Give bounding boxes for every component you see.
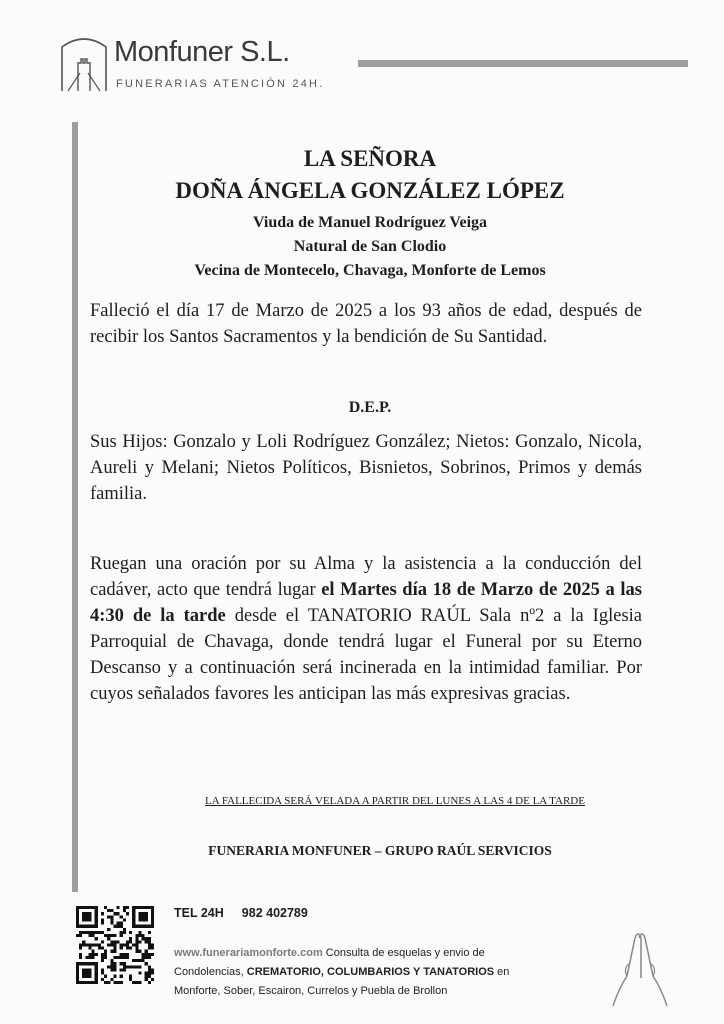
telephone: [174, 906, 308, 920]
footer-line-2-end: en: [494, 966, 510, 978]
dep-label: D.E.P.: [348, 399, 392, 416]
wake-notice: LA FALLECIDA SERÁ VELADA A PARTIR DEL LUNES A LAS 4 DE LA TARDE: [205, 795, 585, 807]
footer-company: FUNERARIA MONFUNER – GRUPO RAÚL SERVICIOS: [208, 843, 552, 858]
detail-birthplace: Natural de San Clodio: [293, 238, 447, 255]
detail-widow: Viuda de Manuel Rodríguez Veiga: [252, 214, 488, 231]
title-line-1: LA SEÑORA: [303, 146, 437, 171]
detail-residence: Vecina de Montecelo, Chavaga, Monforte de Lemos: [194, 262, 546, 279]
footer-locations: Monforte, Sober, Escairon, Currelos y Puebla de Brollon: [174, 985, 448, 997]
castle-tower-icon: [58, 33, 110, 93]
praying-hands-icon: [605, 918, 675, 1008]
tel-label: TEL 24H: [174, 906, 224, 920]
brand-tagline: FUNERARIAS ATENCIÓN 24H.: [116, 78, 325, 90]
side-rule: [72, 122, 78, 892]
ceremony-date: el Martes día 18 de Marzo de 2025 a las 4:30 de la tarde: [90, 580, 642, 626]
ceremony-paragraph: [90, 551, 642, 707]
footer-line-2-text: Condolencias,: [174, 966, 247, 978]
family-paragraph: Sus Hijos: Gonzalo y Loli Rodríguez González; Nietos: Gonzalo, Nicola, Aureli y Melani; Nietos Políticos, Bisnietos, Sobrinos, Primos y demás familia.: [90, 432, 642, 504]
qr-code-icon: [76, 906, 154, 984]
footer-line-1: [174, 947, 485, 959]
footer-services: CREMATORIO, COLUMBARIOS Y TANATORIOS: [246, 966, 495, 978]
ceremony-text-2: desde el TANATORIO RAÚL Sala nº2 a la Iglesia Parroquial de Chavaga, donde tendrá lugar el Funeral por su Eterno Descanso y a continuación será incinerada en la intimidad familiar. Por cuyos señalados favores les anticipan las más expresivas gracias.: [90, 606, 642, 704]
tel-number: 982 402789: [241, 906, 308, 920]
footer-line-2: [174, 966, 509, 978]
footer-line-1-text: Consulta de esquelas y envio de: [322, 947, 485, 959]
website-link[interactable]: www.funerariamonforte.com: [174, 947, 323, 959]
death-paragraph: Falleció el día 17 de Marzo de 2025 a los 93 años de edad, después de recibir los Santos Sacramentos y la bendición de Su Santidad.: [90, 301, 642, 347]
ceremony-text-1: Ruegan una oración por su Alma y la asistencia a la conducción del cadáver, acto que tendrá lugar: [90, 554, 642, 600]
brand-name: Monfuner S.L.: [114, 36, 290, 68]
header-rule: [358, 60, 688, 67]
deceased-name: DOÑA ÁNGELA GONZÁLEZ LÓPEZ: [175, 178, 565, 203]
